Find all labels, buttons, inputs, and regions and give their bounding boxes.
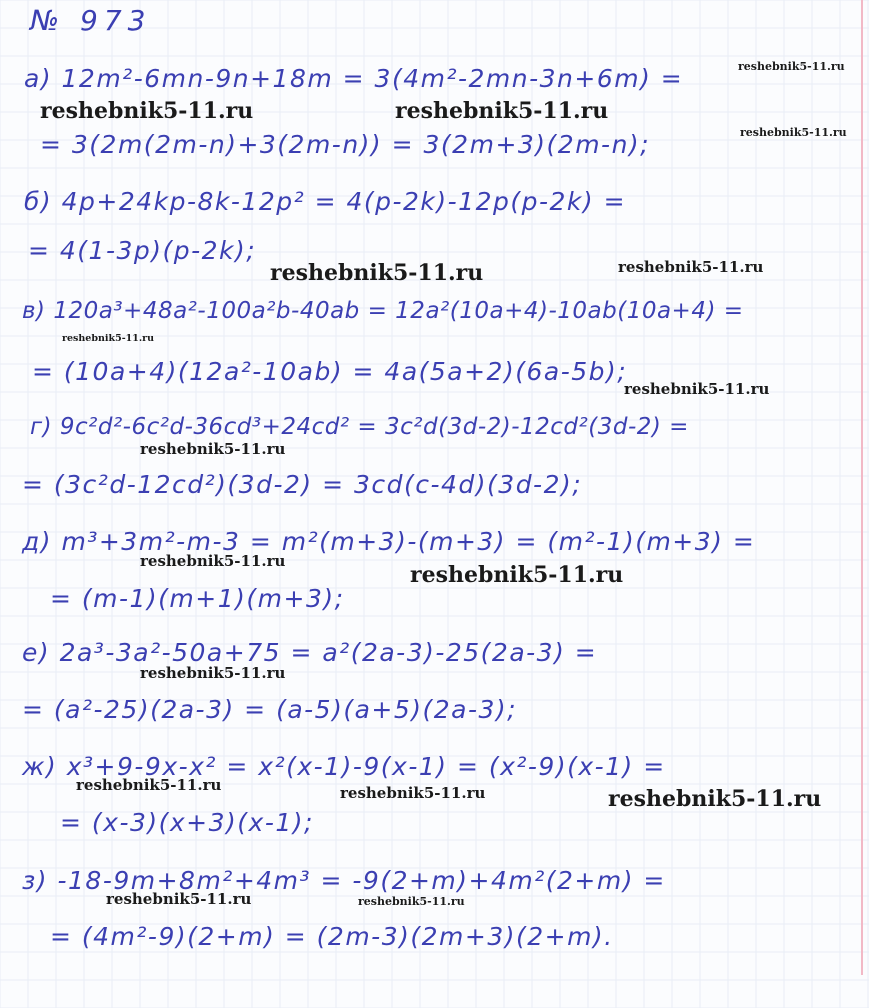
line-d-2: = (m-1)(m+1)(m+3); [50, 584, 345, 613]
watermark: reshebnik5-11.ru [738, 60, 845, 73]
line-a-2: = 3(2m(2m-n)+3(2m-n)) = 3(2m+3)(2m-n); [40, 130, 651, 159]
watermark: reshebnik5-11.ru [410, 562, 624, 588]
watermark: reshebnik5-11.ru [270, 260, 484, 286]
watermark: reshebnik5-11.ru [395, 98, 609, 124]
watermark: reshebnik5-11.ru [608, 786, 822, 812]
line-d-1: д) m³+3m²-m-3 = m²(m+3)-(m+3) = (m²-1)(m+3) = [22, 527, 756, 556]
watermark: reshebnik5-11.ru [740, 126, 847, 139]
margin-line [861, 0, 863, 975]
exercise-number: № 973 [30, 4, 152, 37]
line-b-2: = 4(1-3p)(p-2k); [28, 236, 257, 265]
watermark: reshebnik5-11.ru [62, 333, 155, 344]
line-g-2: = (3c²d-12cd²)(3d-2) = 3cd(c-4d)(3d-2); [22, 470, 583, 499]
line-z-2: = (4m²-9)(2+m) = (2m-3)(2m+3)(2+m). [50, 922, 614, 951]
watermark: reshebnik5-11.ru [140, 664, 286, 682]
line-e-1: е) 2a³-3a²-50a+75 = a²(2a-3)-25(2a-3) = [22, 638, 598, 667]
line-v-2: = (10a+4)(12a²-10ab) = 4a(5a+2)(6a-5b); [32, 357, 628, 386]
watermark: reshebnik5-11.ru [340, 784, 486, 802]
line-z-1: з) -18-9m+8m²+4m³ = -9(2+m)+4m²(2+m) = [22, 866, 666, 895]
line-g-1: г) 9c²d²-6c²d-36cd³+24cd² = 3c²d(3d-2)-12cd²(3d-2) = [30, 414, 689, 440]
line-zh-2: = (x-3)(x+3)(x-1); [60, 808, 314, 837]
line-v-1: в) 120a³+48a²-100a²b-40ab = 12a²(10a+4)-10ab(10a+4) = [22, 298, 744, 324]
watermark: reshebnik5-11.ru [618, 258, 764, 276]
watermark: reshebnik5-11.ru [106, 890, 252, 908]
watermark: reshebnik5-11.ru [624, 380, 770, 398]
line-e-2: = (a²-25)(2a-3) = (a-5)(a+5)(2a-3); [22, 695, 518, 724]
line-a-1: а) 12m²-6mn-9n+18m = 3(4m²-2mn-3n+6m) = [24, 64, 684, 93]
watermark: reshebnik5-11.ru [358, 895, 465, 908]
watermark: reshebnik5-11.ru [140, 552, 286, 570]
line-zh-1: ж) x³+9-9x-x² = x²(x-1)-9(x-1) = (x²-9)(x-1) = [22, 752, 666, 781]
watermark: reshebnik5-11.ru [140, 440, 286, 458]
line-b-1: б) 4p+24kp-8k-12p² = 4(p-2k)-12p(p-2k) = [24, 187, 627, 216]
watermark: reshebnik5-11.ru [76, 776, 222, 794]
watermark: reshebnik5-11.ru [40, 98, 254, 124]
